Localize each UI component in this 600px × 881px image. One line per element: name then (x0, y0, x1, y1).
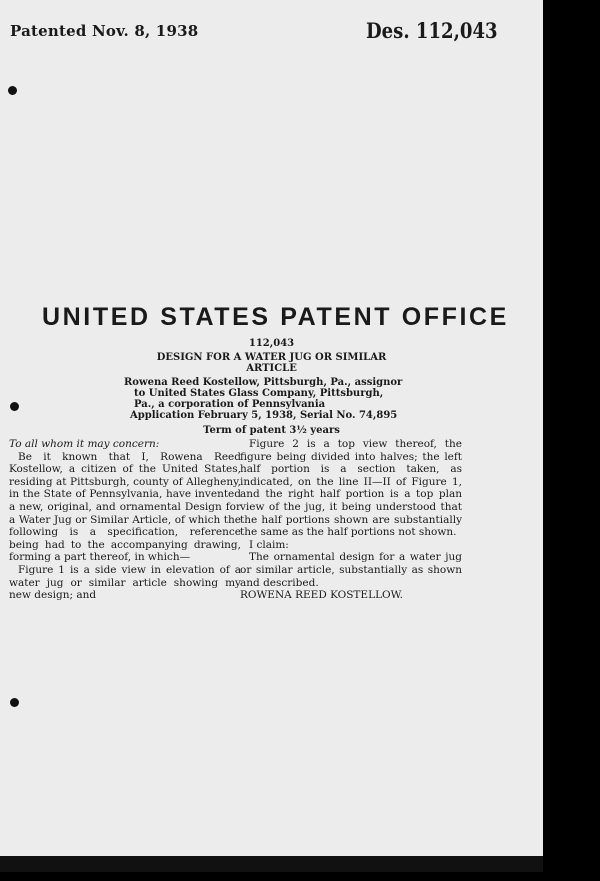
design-title-line-2: ARTICLE (246, 363, 297, 374)
assignor-line: Rowena Reed Kostellow, Pittsburgh, Pa., assignor (124, 377, 403, 388)
design-title-line-1: DESIGN FOR A WATER JUG OR SIMILAR (156, 352, 387, 363)
assignor-block (124, 377, 402, 410)
binder-hole-mark (10, 698, 19, 707)
body-paragraph: Figure 2 is a top view thereof, the figure being divided into halves; the left half portion is a section taken, as indicated, on the line II—II of Figure 1, and the right half portion is a top plan view of the jug, it being understood that the half portions shown are substantially the same as the half portions not shown. (240, 438, 462, 539)
salutation: To all whom it may concern: (9, 438, 160, 450)
term-line: Term of patent 3½ years (203, 425, 340, 436)
scan-edge (0, 856, 543, 872)
claim-heading: I claim: (249, 538, 289, 551)
binder-hole-mark (8, 86, 17, 95)
right-column (240, 438, 462, 602)
binder-hole-mark (10, 402, 19, 411)
office-title: UNITED STATES PATENT OFFICE (42, 303, 509, 331)
assignor-line: to United States Glass Company, Pittsburgh, (134, 388, 384, 399)
design-number: Des. 112,043 (366, 18, 498, 43)
left-column (9, 438, 241, 602)
patent-number: 112,043 (248, 338, 295, 349)
patent-date: Patented Nov. 8, 1938 (10, 22, 199, 40)
assignor-line: Pa., a corporation of Pennsylvania (134, 399, 326, 410)
body-paragraph: Figure 1 is a side view in elevation of a water jug or similar article showing my new design; and (9, 563, 241, 602)
body-paragraph: Be it known that I, Rowena Reed Kostellow, a citizen of the United States, residing at Pittsburgh, county of Allegheny, in the State of Pennsylvania, have invented a new, original, and ornamental Design for a Water Jug or Similar Article, of which the following is a specification, reference being had to the accompanying drawing, forming a part thereof, in which— (9, 450, 241, 564)
signature: ROWENA REED KOSTELLOW. (240, 589, 403, 602)
claim-text: The ornamental design for a water jug or similar article, substantially as shown and described. (240, 551, 462, 589)
application-line: Application February 5, 1938, Serial No. 74,895 (130, 410, 398, 421)
